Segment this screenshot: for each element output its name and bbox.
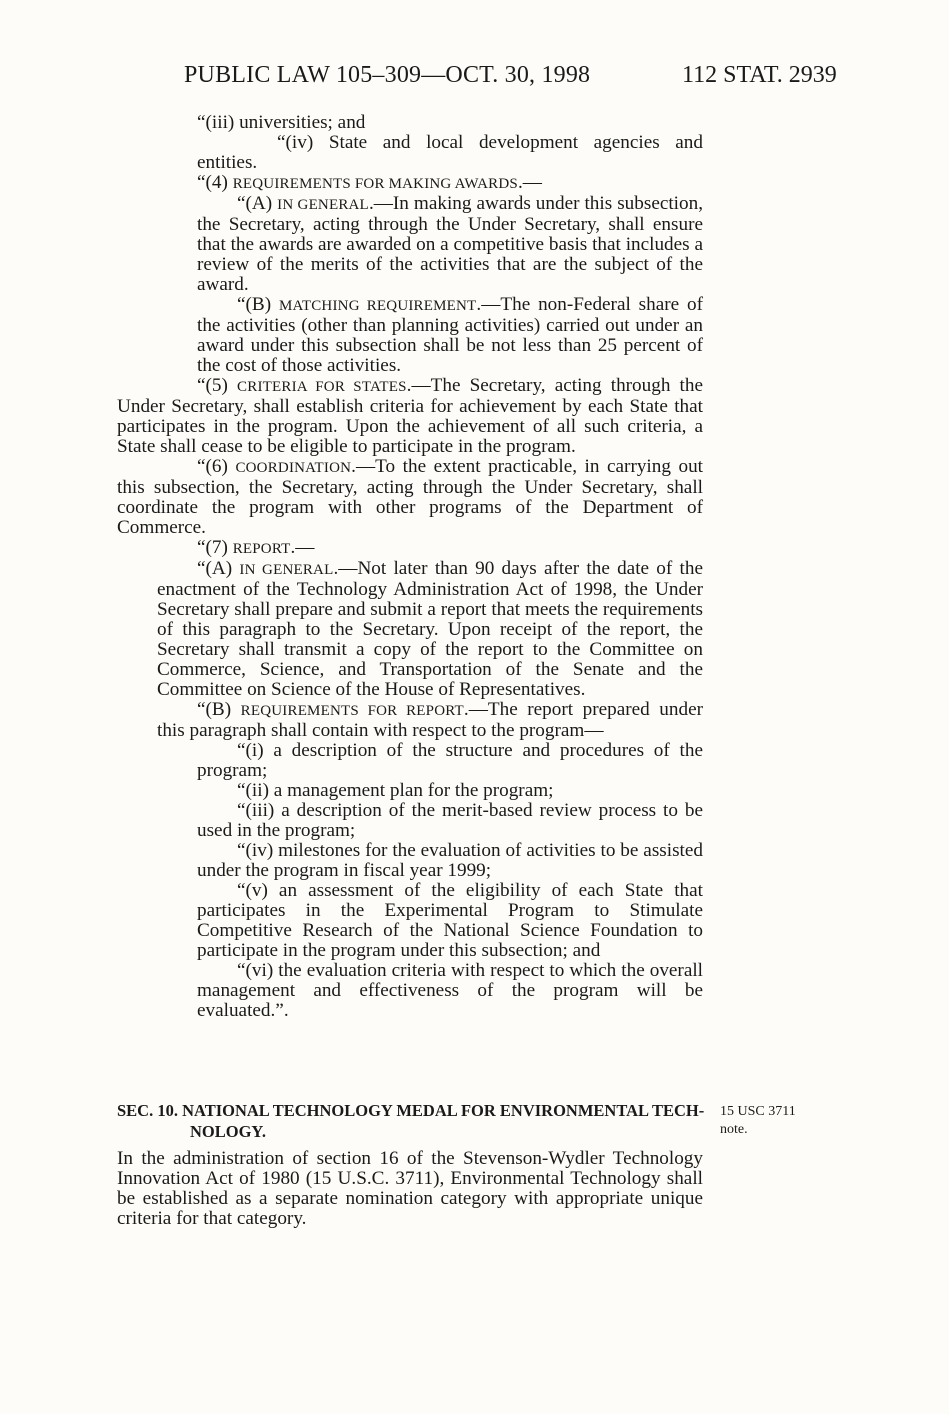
- small-caps-heading: COORDINATION: [235, 460, 352, 476]
- clause-iv: “(iv) milestones for the evaluation of activities to be assisted under the program in fiscal year 1999;: [197, 840, 703, 881]
- paragraph-6: “(6) COORDINATION.—To the extent practicable, in carrying out this subsection, the Secretary, acting through the Under Secretary, shall coordinate the program with other programs of the Department of Commerce.: [117, 456, 703, 538]
- clause-v: “(v) an assessment of the eligibility of each State that participates in the Experimental Program to Stimulate Competitive Research of the National Science Foundation to participate in the program under this subsection; and: [197, 880, 703, 961]
- clause-vi: “(vi) the evaluation criteria with respect to which the overall management and effectiveness of the program will be evaluated.”.: [197, 960, 703, 1021]
- subparagraph-4a: “(A) IN GENERAL.—In making awards under this subsection, the Secretary, acting through the Under Secretary, shall ensure that the awards are awarded on a competitive basis that includes a review of the merits of the activities that are the subject of the award.: [197, 193, 703, 295]
- clause-ii: “(ii) a management plan for the program;: [237, 780, 554, 801]
- small-caps-heading: REQUIREMENTS FOR REPORT: [240, 703, 464, 719]
- subparagraph-7b: “(B) REQUIREMENTS FOR REPORT.—The report prepared under this paragraph shall contain with respect to the program—: [157, 699, 703, 741]
- subparagraph-7a: “(A) IN GENERAL.—Not later than 90 days after the date of the enactment of the Technology Administration Act of 1998, the Under Secretary shall prepare and submit a report that meets the requirements of this paragraph to the Secretary. Upon receipt of the report, the Secretary shall transmit a copy of the report to the Committee on Commerce, Science, and Transportation of the Senate and the Committee on Science of the House of Representatives.: [157, 558, 703, 700]
- subparagraph-4b: “(B) MATCHING REQUIREMENT.—The non-Federal share of the activities (other than planning activities) carried out under an award under this subsection shall be not less than 25 percent of the cost of those activities.: [197, 294, 703, 376]
- clause-i: “(i) a description of the structure and procedures of the program;: [197, 740, 703, 781]
- paragraph-7-heading: “(7) REPORT.—: [197, 537, 315, 558]
- small-caps-heading: CRITERIA FOR STATES: [237, 379, 407, 395]
- clause-iv-development-agencies: “(iv) State and local development agencies and entities.: [197, 132, 703, 173]
- small-caps-heading: MATCHING REQUIREMENT: [278, 298, 477, 314]
- clause-iii: “(iii) a description of the merit-based review process to be used in the program;: [197, 800, 703, 841]
- running-header-stat-ref: 112 STAT. 2939: [682, 62, 837, 88]
- section-10-heading: [117, 1100, 707, 1142]
- statute-body: [117, 113, 703, 1021]
- section-10-heading-line2: NOLOGY.: [190, 1122, 266, 1141]
- usc-margin-note: [720, 1103, 796, 1139]
- running-header-law-title: PUBLIC LAW 105–309—OCT. 30, 1998: [184, 62, 591, 88]
- section-10-text: In the administration of section 16 of the Stevenson-Wydler Technology Innovation Act of 1980 (15 U.S.C. 3711), Environmental Technology shall be established as a separate nomination category with appropriate unique criteria for that category.: [117, 1148, 703, 1229]
- small-caps-heading: IN GENERAL: [239, 562, 334, 578]
- clause-iii-universities: “(iii) universities; and: [197, 112, 366, 133]
- section-10-body: [117, 1149, 703, 1229]
- paragraph-5: “(5) CRITERIA FOR STATES.—The Secretary, acting through the Under Secretary, shall establish criteria for achievement by each State that participates in the program. Upon the achievement of all such criteria, a State shall cease to be eligible to participate in the program.: [117, 375, 703, 457]
- small-caps-heading: IN GENERAL: [277, 197, 369, 213]
- margin-note-label: note.: [720, 1122, 748, 1137]
- section-10-heading-line1: SEC. 10. NATIONAL TECHNOLOGY MEDAL FOR ENVIRONMENTAL TECH-: [117, 1101, 705, 1120]
- paragraph-4-heading: “(4) REQUIREMENTS FOR MAKING AWARDS.—: [197, 172, 542, 193]
- small-caps-heading: REQUIREMENTS FOR MAKING AWARDS: [232, 176, 518, 192]
- small-caps-heading: REPORT: [232, 541, 291, 557]
- margin-note-citation: 15 USC 3711: [720, 1104, 796, 1119]
